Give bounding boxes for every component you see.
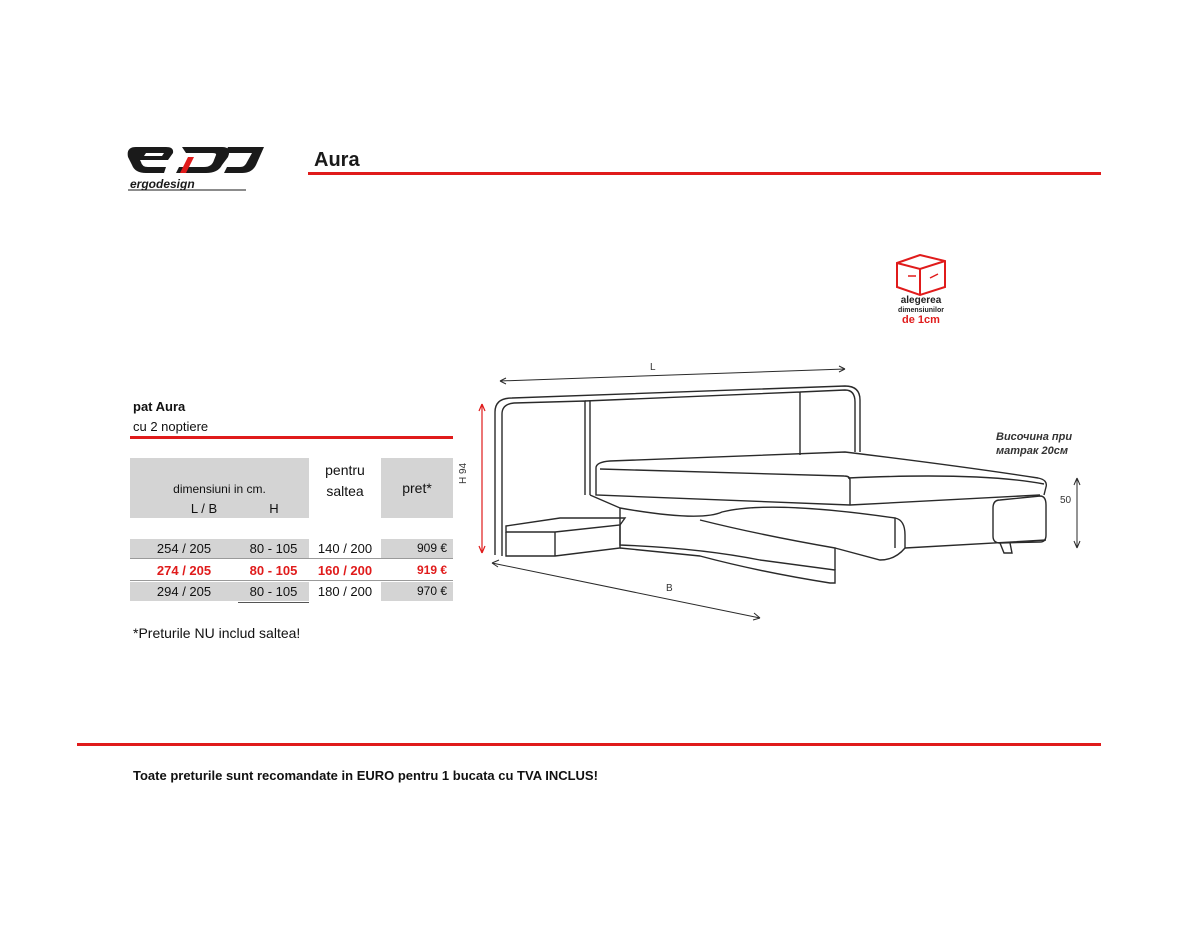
mattress-header xyxy=(312,460,378,502)
price-footnote: *Preturile NU includ saltea! xyxy=(133,625,301,641)
table-row-highlighted xyxy=(130,561,453,580)
bed-technical-drawing xyxy=(460,355,1100,630)
width-dimension-label: B xyxy=(666,583,673,594)
height-header: H xyxy=(269,501,279,516)
mattress-note-line-2: матрак 20см xyxy=(996,445,1068,457)
table-row xyxy=(130,539,453,558)
product-divider xyxy=(130,436,453,439)
row-dimensions: 274 / 205 xyxy=(156,563,212,578)
footer-divider xyxy=(77,743,1101,746)
badge-line-1: alegerea xyxy=(900,295,942,306)
row-dimensions: 294 / 205 xyxy=(156,584,212,599)
price-header: pret* xyxy=(402,480,432,496)
row-divider xyxy=(130,558,453,559)
brand-logo xyxy=(124,143,266,193)
badge-line-2: dimensiunilor xyxy=(898,307,944,314)
row-mattress: 160 / 200 xyxy=(317,563,373,578)
row-mattress: 140 / 200 xyxy=(317,541,373,556)
row-price: 970 € xyxy=(416,584,447,598)
row-divider xyxy=(238,602,309,603)
length-dimension-label: L xyxy=(650,362,656,373)
custom-size-badge xyxy=(876,296,966,326)
page-title: Aura xyxy=(314,149,360,171)
title-divider xyxy=(308,172,1101,175)
row-price: 909 € xyxy=(416,541,447,555)
row-mattress: 180 / 200 xyxy=(317,584,373,599)
row-height: 80 - 105 xyxy=(249,541,298,556)
height-dimension-label: H 94 xyxy=(458,462,469,484)
dimensions-header: dimensiuni in cm. xyxy=(173,482,266,496)
row-height: 80 - 105 xyxy=(249,563,298,578)
product-name: pat Aura xyxy=(133,399,186,414)
mattress-header-line-2: saltea xyxy=(326,483,364,499)
row-divider xyxy=(130,580,453,581)
mattress-height-note xyxy=(996,430,1072,458)
mattress-note-line-1: Височина при xyxy=(996,431,1073,443)
svg-text:ergodesign: ergodesign xyxy=(130,177,195,191)
table-row xyxy=(130,582,453,601)
badge-line-3: de 1cm xyxy=(902,314,940,326)
length-width-header: L / B xyxy=(190,501,218,516)
base-height-label: 50 xyxy=(1060,495,1072,506)
product-subtitle: cu 2 noptiere xyxy=(133,419,209,434)
row-price: 919 € xyxy=(416,563,447,577)
pricing-disclaimer: Toate preturile sunt recomandate in EURO pentru 1 bucata cu TVA INCLUS! xyxy=(133,768,598,783)
mattress-header-line-1: pentru xyxy=(325,462,365,478)
row-dimensions: 254 / 205 xyxy=(156,541,212,556)
row-height: 80 - 105 xyxy=(249,584,298,599)
